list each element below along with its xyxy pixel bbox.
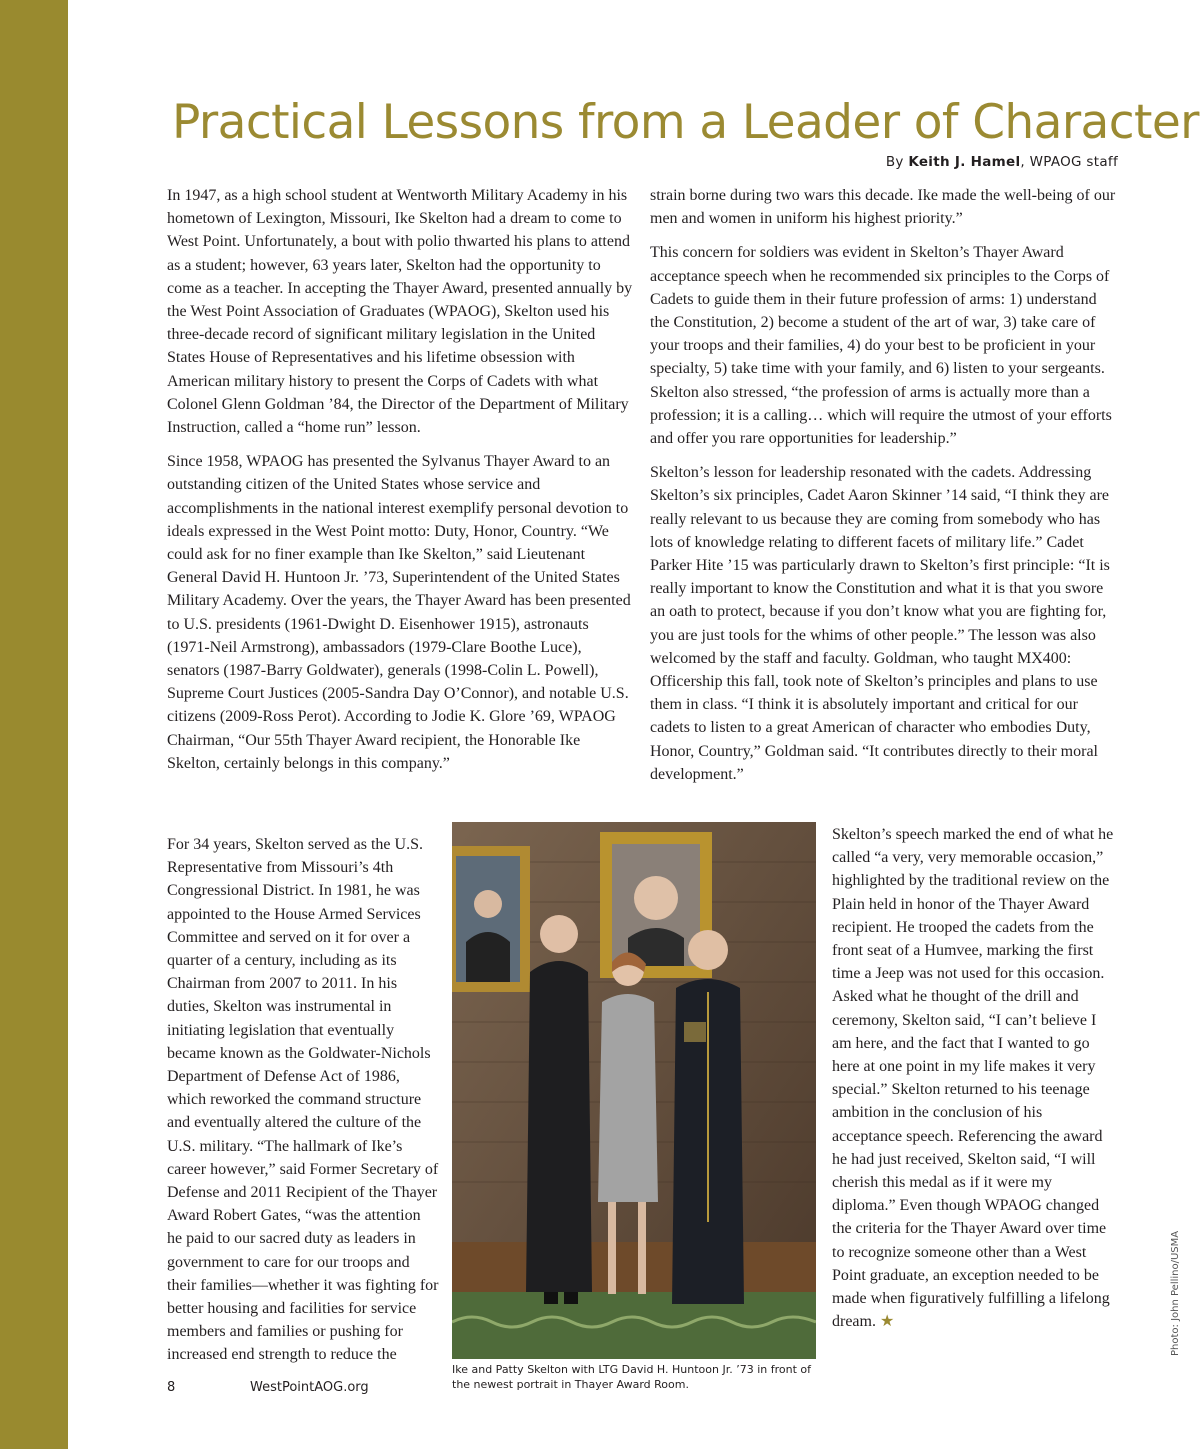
byline-prefix: By bbox=[885, 154, 909, 170]
paragraph bbox=[832, 823, 1116, 1333]
photo-illustration bbox=[452, 822, 816, 1359]
paragraph-text: Skelton’s speech marked the end of what he called “a very, very memorable occasion,” highlighted by the traditional review on the Plain held in honor of the Thayer Award recipient. He trooped the cadets from the front seat of a Humvee, marking the first time a Jeep was not used for this occasion. Asked what he thought of the drill and ceremony, Skelton said, “I can’t believe I am here, and the fact that I wanted to go here at one point in my life makes it very special.” Skelton returned to his teenage ambition in the conclusion of his acceptance speech. Referencing the award he had just received, Skelton said, “I will cherish this medal as if it were my diploma.” Even though WPAOG changed the criteria for the Thayer Award over time to recognize someone other than a West Point graduate, an exception needed to be made when figuratively fulfilling a lifelong dream. bbox=[832, 826, 1114, 1331]
body-column-4 bbox=[832, 823, 1116, 1344]
byline-suffix: , WPAOG staff bbox=[1020, 154, 1118, 170]
page-number: 8 bbox=[167, 1380, 176, 1395]
paragraph: Skelton’s lesson for leadership resonated with the cadets. Addressing Skelton’s six principles, Cadet Aaron Skinner ’14 said, “I think they are really relevant to us because they are coming from somebody who has lots of knowledge relating to different facets of military life.” Cadet Parker Hite ’15 was particularly drawn to Skelton’s first principle: “It is really important to know the Constitution and what it is that you swore an oath to protect, because if you don’t know what you are fighting for, you are just tools for the whims of other people.” The lesson was also welcomed by the staff and faculty. Goldman, who taught MX400: Officership this fall, took note of Skelton’s principles and plans to use them in class. “I think it is absolutely important and critical for our cadets to listen to a great American of character who embodies Duty, Honor, Country,” Goldman said. “It contributes directly to their moral development.” bbox=[650, 464, 1110, 783]
paragraph: strain borne during two wars this decade. Ike made the well-being of our men and women in uniform his highest priority.” bbox=[650, 187, 1116, 228]
body-column-3 bbox=[167, 833, 439, 1378]
photo-credit: Photo: John Pellino/USMA bbox=[1170, 1230, 1181, 1356]
article-photo bbox=[452, 822, 816, 1359]
body-column-1 bbox=[167, 184, 633, 786]
website-link[interactable]: WestPointAOG.org bbox=[250, 1380, 369, 1395]
article-title: Practical Lessons from a Leader of Character bbox=[172, 95, 1199, 150]
photo-caption: Ike and Patty Skelton with LTG David H. Huntoon Jr. ’73 in front of the newest portrait in Thayer Award Room. bbox=[452, 1363, 811, 1391]
byline-author: Keith J. Hamel bbox=[908, 154, 1021, 170]
side-accent-bar bbox=[0, 0, 68, 1449]
star-end-mark-icon: ★ bbox=[879, 1313, 895, 1331]
paragraph: For 34 years, Skelton served as the U.S. Representative from Missouri’s 4th Congressional District. In 1981, he was appointed to the House Armed Services Committee and served on it for over a quarter of a century, including as its Chairman from 2007 to 2011. In his duties, Skelton was instrumental in initiating legislation that eventually became known as the Goldwater-Nichols Department of Defense Act of 1986, which reworked the command structure and eventually altered the culture of the U.S. military. “The hallmark of Ike’s career however,” said Former Secretary of Defense and 2011 Recipient of the Thayer Award Robert Gates, “was the attention he paid to our sacred duty as leaders in government to care for our troops and their families—whether it was fighting for better housing and facilities for service members and families or pushing for increased end strength to reduce the bbox=[167, 836, 439, 1364]
paragraph: In 1947, as a high school student at Wentworth Military Academy in his hometown of Lexington, Missouri, Ike Skelton had a dream to come to West Point. Unfortunately, a bout with polio thwarted his plans to attend as a student; however, 63 years later, Skelton had the opportunity to come as a teacher. In accepting the Thayer Award, presented annually by the West Point Association of Graduates (WPAOG), Skelton used his three-decade record of significant military legislation in the United States House of Representatives and his lifetime obsession with American military history to present the Corps of Cadets with what Colonel Glenn Goldman ’84, the Director of the Department of Military Instruction, called a “home run” lesson. bbox=[167, 187, 633, 437]
byline bbox=[886, 154, 1118, 170]
paragraph: Since 1958, WPAOG has presented the Sylvanus Thayer Award to an outstanding citizen of the United States whose service and accomplishments in the national interest exemplify personal devotion to ideals expressed in the West Point motto: Duty, Honor, Country. “We could ask for no finer example than Ike Skelton,” said Lieutenant General David H. Huntoon Jr. ’73, Superintendent of the United States Military Academy. Over the years, the Thayer Award has been presented to U.S. presidents (1961-Dwight D. Eisenhower 1915), astronauts (1971-Neil Armstrong), ambassadors (1979-Clare Boothe Luce), senators (1987-Barry Goldwater), generals (1998-Colin L. Powell), Supreme Court Justices (2005-Sandra Day O’Connor), and notable U.S. citizens (2009-Ross Perot). According to Jodie K. Glore ’69, WPAOG Chairman, “Our 55th Thayer Award recipient, the Honorable Ike Skelton, certainly belongs in this company.” bbox=[167, 453, 631, 772]
paragraph: This concern for soldiers was evident in Skelton’s Thayer Award acceptance speech when he recommended six principles to the Corps of Cadets to guide them in their future profession of arms: 1) understand the Constitution, 2) become a student of the art of war, 3) take care of your troops and their families, 4) do your best to be proficient in your specialty, 5) take time with your family, and 6) listen to your sergeants. Skelton also stressed, “the profession of arms is actually more than a profession; it is a calling… which will require the utmost of your efforts and offer you rare opportunities for leadership.” bbox=[650, 244, 1112, 448]
body-column-2 bbox=[650, 184, 1120, 797]
